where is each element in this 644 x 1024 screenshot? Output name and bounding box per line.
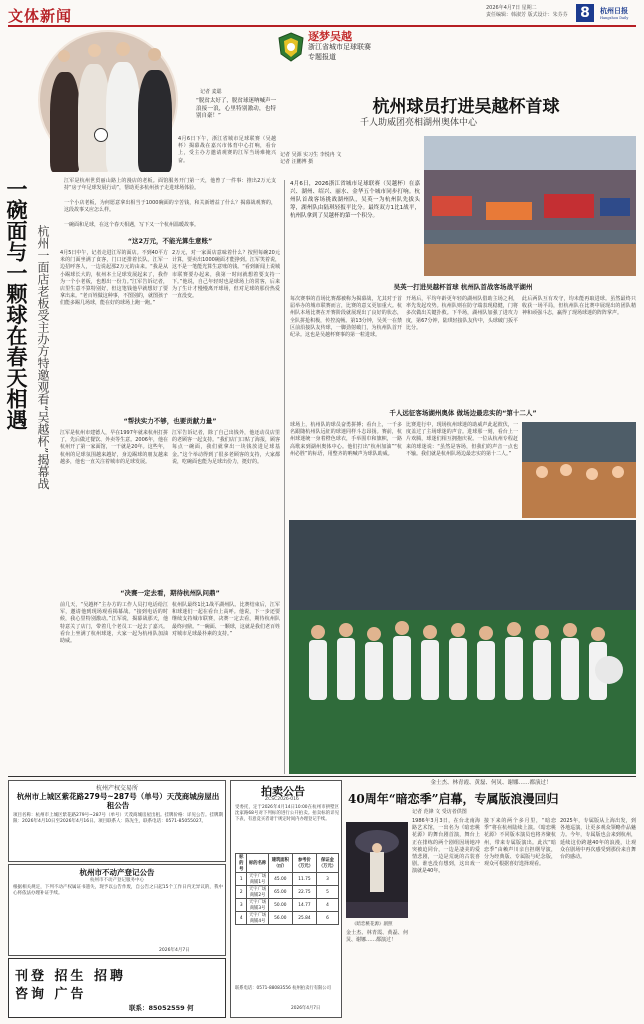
table-row: 4 天宇广场商铺4号 56.00 25.84 6 xyxy=(236,912,339,925)
story-subheading: “帮扶实力不够，也要贡献力量” xyxy=(123,417,217,425)
story-paragraph: 4月5日中午，记者走进江军的面店。不到40平方米的门面坐满了食客，门口还排着长队。江军一边招呼客人，一边说起那2万元的由来。“我是从小踢球长大的，杭州本土足球发展起来了，我作为一个小老板，也想出一份力。”江军告诉记者，店里生意不算特别好，但这笔钱他早就想好了要拿出来。“老百姓做这种事，不图别的，就图孩子们能多踢几场球，能在好的球场上跑一跑。” xyxy=(60,250,168,307)
table-row: 2 天宇广场商铺2号 65.00 22.75 5 xyxy=(236,886,339,899)
paper-logo: 杭州日报 Hangzhou Daily xyxy=(600,6,629,20)
section-title: 文体新闻 xyxy=(8,7,73,25)
story-paragraph: 一碗面和足球，在这个春天相遇，写下又一个杭州温暖故事。 xyxy=(64,222,200,228)
date: 2026年4月7日 星期二 xyxy=(486,5,537,11)
story-headline: 40周年“暗恋季”启幕，专属版浪漫回归 xyxy=(348,792,559,806)
story-subheading: “决赛一定去看，期待杭州队问鼎” xyxy=(120,589,220,597)
story-lead: 4月6日，2026浙江省城市足球联赛（吴越杯）在嘉兴、湖州、绍兴、丽水、金华五个城市同步打响。杭州队首战客场挑战湖州队，吴英一为杭州队先拔头筹，湖州队由陆琪轻扳平比分。最终双方1比1战平，杭州队拿到了吴越杯的第一个积分。 xyxy=(290,181,420,219)
series-logo-icon xyxy=(278,32,304,62)
table-header-row: 标的号 标的名称 建筑面积（㎡） 参考价（万元） 保证金（万元） xyxy=(236,854,339,873)
page-header xyxy=(0,0,644,24)
stadium-photo xyxy=(424,136,636,276)
fans-photo xyxy=(522,422,636,518)
table-row: 3 天宇广场商铺3号 50.00 14.77 4 xyxy=(236,899,339,912)
story-paragraph: 球场上，杭州队的球员奋勇拼搏；看台上，一千多名跟随杭州队远征的球迷同样斗志昂扬。赛前，杭州球迷统一身着橙色球衣，手举围巾和旗帜，一路高歌来到湖州奥体中心。他们打出“杭州加油”“杭州必胜”的标语，用整齐的呐喊声为球队助威。 xyxy=(290,422,402,457)
story-subheadline: 杭州一面店老板受主办方特邀观看“吴越杯”揭幕战 xyxy=(36,225,50,490)
team-photo xyxy=(289,520,636,774)
story-paragraph: 前几天，“吴越杯”主办方的工作人员打电话给江军，邀请他到现场观看揭幕战。“接到电话的时候，我心里特别激动。”江军说，揭幕战那天，他特意关了店门，带着几个老员工一起去了嘉兴。看台上坐满了杭州球迷，大家一起为杭州队加油助威。 xyxy=(60,602,168,645)
story-headline: 一碗面与一颗球在春天相遇 xyxy=(4,178,29,430)
story-paragraph: 江军是杭州世贸丽山路上的漫店的老板。面馆服务开门第一天，他曾了一件事：推出2万元支持“房子年足球发展行动”，帮助更多杭州孩子走进球场体验。 xyxy=(64,178,276,192)
series-label: 专题报道 xyxy=(308,53,336,61)
story-paragraph: 4月6日下午，浙江省城市足球联赛（吴越杯）揭幕战在嘉兴市体育中心打响，看台上，受主办方邀请观赛的江军当场难掩兴奋。 xyxy=(178,136,276,164)
story-kicker: 金士杰、林青霞、黄磊、何炅、谢娜……都演过！ xyxy=(430,780,552,786)
series-title: 逐梦吴越 xyxy=(308,30,352,43)
dateline xyxy=(486,5,568,19)
soccer-ball-icon xyxy=(94,128,108,142)
auction-ad: 杭州产权交易所 杭州市上城区紫花路279号~287号（单号）天茂商城房屋出租公告 项目名称：杭州市上城区紫花路279号~287号（单号）天茂商城房屋出租。挂牌价格：详见公告。挂牌期限：2026年4月10日至2026年4月16日。项目联系人：陈先生，联系电话：0571-85055027。 xyxy=(8,780,226,862)
reporter-credit: 记者 吴源 实习生 李悦冉 文 记者 汪鹏博 摄 xyxy=(280,152,342,165)
story-paragraph: 江军告诉记者，除了自己出钱外，他还动员店里的老顾客一起支持。“我们店门口贴了海报，顾客每点一碗面，我们就拿出一块钱放进足球基金。”这个举动得到了很多老顾客的支持，大家都说，吃碗面也能为足球出份力，挺好的。 xyxy=(172,430,280,465)
bottom-divider xyxy=(8,776,636,777)
auction-table xyxy=(235,853,339,925)
story-paragraph: 此后两队互有攻守，均未能再取进球。虽然最终只收获一场平局，但杭州队在比赛中展现出的团队精神和顽强斗志，赢得了现场球迷的阵阵掌声。 xyxy=(522,296,636,317)
auction-notice: 拍卖公告 ZCSC2026-016 受委托，定于2026年4月14日10:00在杭州市拱墅区沈家路68号对下列标的进行公开拍卖。拍卖标的详见下表，有意竞买者请于规定时间内办理登记手续。 标的号 标的名称 建筑面积（㎡） 参考价（万元） 保证金（万元） 1 天宇广场商铺1号 45.00 11.75 3 2 天宇广场商铺2号 65.00 22.75 5 3 天宇广场商铺3号 50.00 14.77 4 4 天宇广场商铺4号 56.00 25.84 6 联系电话：0571-88083556 杭州拍卖行有限公司 2026年4月7日 xyxy=(230,780,342,1018)
story-paragraph: 2025年，专属版从上海出发，到各地巡演，让更多观众领略作品魅力。今年，专属版也会来到杭州，延续这份跨越40年的浪漫，让观众在剧场中再次感受到那份来自舞台的感动。 xyxy=(560,818,636,861)
story-intro-quote: “脱贫太好了，脱贫球迷呐喊声一浪接一浪，心里特别激动，也特别自豪！” xyxy=(196,98,276,119)
property-registration-ad: 杭州市不动产登记公告 杭州市不动产登记服务中心 根据相关规定，下列不动产权属证书遗失，现予以公告作废，自公告之日起15个工作日内无异议的，我中心将依法办理补证手续。 2026年4月7日 xyxy=(8,864,226,956)
recruitment-ad: 刊登 招生 招聘 咨询 广告 联系：85052559 何 xyxy=(8,958,226,1018)
story-paragraph: 开场后，平均年龄更年轻的湖州队借助主场之利，率先发起攻势。杭州队则在防守端表现稳健，门将多次做出关键扑救。下半场，湖州队加强了进攻力度，第67分钟，陆琪轻接队友传中，头球破门扳平比分。 xyxy=(406,296,518,331)
shop-owner-photo xyxy=(38,30,178,170)
reporter-credit: 记者 麦聪 xyxy=(200,89,222,95)
story-paragraph: 杭州队最终1比1战平湖州队。比赛结束后，江军和球迷们一起在看台上高呼。他说，下一步还要继续支持城市联赛，决赛一定去看，期待杭州队最终问鼎。“一碗面、一颗球，这就是我们老百姓对城市足球最朴素的支持。” xyxy=(172,602,280,637)
photo-caption-heading: 千人远征客场湖州奥体 做场边最忠实的“第十二人” xyxy=(389,409,537,417)
story-subheading: “这2万元，不能光算生意账” xyxy=(127,237,213,245)
story-paragraph: 一个小店老板，为何愿意拿出相当于1000碗面的辛苦钱，和关新增益了什么？揭幕战观赛的，这段故事又应怎么样。 xyxy=(64,200,276,214)
page-number: 8 xyxy=(576,4,594,22)
story-paragraph: 2万元，对一家面店意味着什么？按照每碗20元计算，要卖出1000碗面才能挣到。江军笑着说，这不是一笔能光算生意账的钱。“看到新闻上说城市联赛要办起来，我第一时间就想着要支持一下。”他说，自己年轻时也是球场上的常客，后来为了生计才慢慢离开球场，但对足球的那份热爱一直没变。 xyxy=(172,250,280,300)
reporter-credit: 记者 范锋 文 受访者供图 xyxy=(412,809,467,815)
photo-caption-heading: 吴英一打进吴越杯首球 杭州队首战客场战平湖州 xyxy=(393,283,533,291)
table-row: 1 天宇广场商铺1号 45.00 11.75 3 xyxy=(236,873,339,886)
story-subheadline: 千人助威团亮相湖州奥体中心 xyxy=(360,118,478,128)
series-subtitle: 浙江省城市足球联赛 xyxy=(308,43,371,51)
column-divider xyxy=(284,180,285,774)
photo-caption: 《暗恋桃花源》剧照 xyxy=(352,922,393,927)
stage-photo xyxy=(346,822,408,918)
story-paragraph: 接下来的两个多月里，“暗恋季”将在杭州陆续上演。《暗恋桃花源》不同版本演员也将齐聚杭州，带来专属版演出。此次“暗恋季”由赖声川亲自担纲导演，分为经典版、专属版与纪念版，观众可根据喜好选择观看。 xyxy=(484,818,556,868)
editors: 责任编辑：韩淑芳 版式设计：朱芬芬 xyxy=(486,12,568,18)
story-paragraph: 比赛进行中，现场杭州球迷的助威声此起彼伏，一度盖过了主场球迷的声音。进球那一刻，看台上一片欢腾，球迷们相互拥抱庆祝。一位从杭州专程赶来的球迷说：“虽然是客场，但我们的声音一点也不输。我们就是杭州队场边最忠实的第十二人。” xyxy=(406,422,518,457)
top-divider xyxy=(8,25,636,27)
story-headline: 杭州球员打进吴越杯首球 xyxy=(372,97,560,117)
story-paragraph: 江军是杭州市建德人，早在1997年就来杭州打拼了，先后做过餐饮、外卖等生意。2006年，他在杭州开了第一家面馆，一干就是20年。这些年，杭州的足球氛围越来越好，身边踢球的朋友越来越多，他也一直关注着城市的足球发展。 xyxy=(60,430,168,465)
story-paragraph: 1986年3月3日，在台北南海路艺术馆，一出名为《暗恋桃花源》的舞台剧首演，舞台上正在排练的两个剧组因场地冲突被迫同台，一边是凄美的爱情悲剧，一边是荒诞的古装喜剧。谁也没有想到，这出戏一演就是40年。 xyxy=(412,818,480,875)
story-paragraph: 金士杰、林青霞、黄磊、何炅、谢娜……都演过！ xyxy=(346,930,408,944)
story-paragraph: 每次赛事的首场比赛都被称为揭幕战，尤其对于首届举办的城市联赛而言，比赛的意义更加重大。杭州队本场比赛在开赛阶段就展现出了良好的状态，全队拼抢积极，传控流畅。第13分钟，吴英一在禁区前沿接队友传球，一脚劲射破门，为杭州队首开纪录。这也是吴越杯赛事的第一粒进球。 xyxy=(290,296,402,339)
